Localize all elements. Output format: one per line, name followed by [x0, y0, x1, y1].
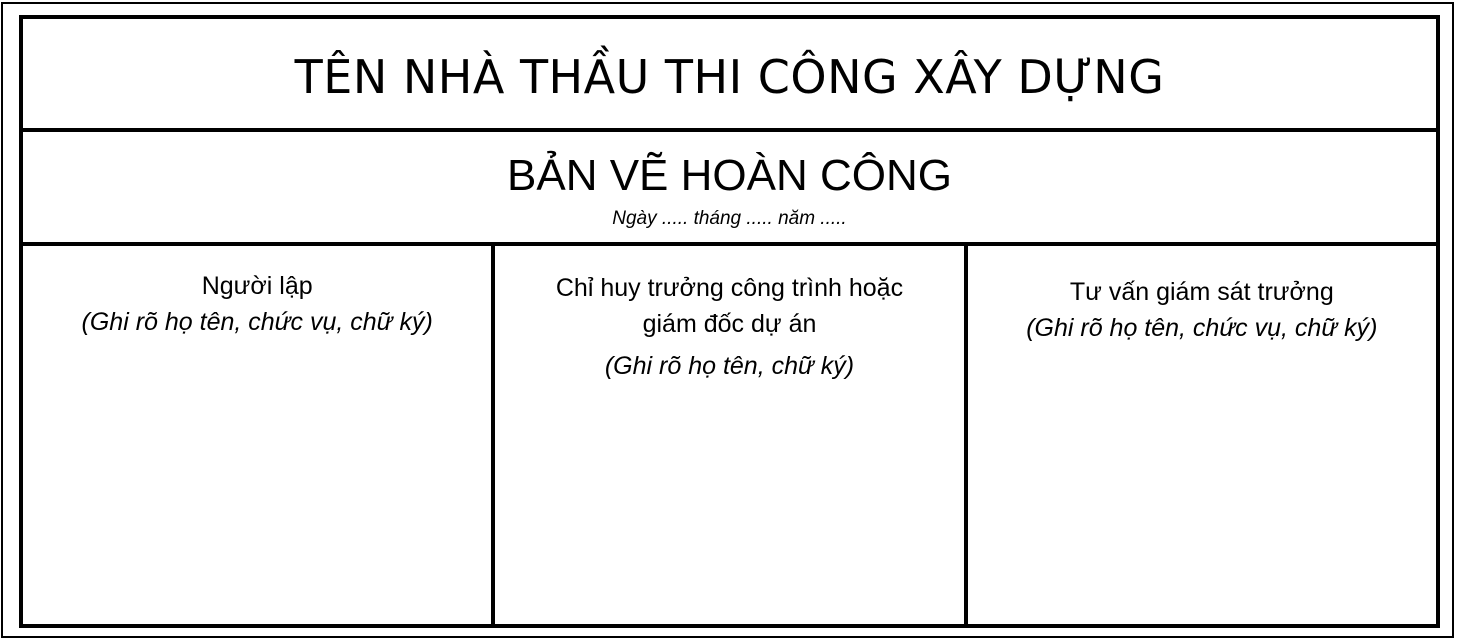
signature-note: (Ghi rõ họ tên, chức vụ, chữ ký): [1026, 314, 1378, 342]
title-block: [19, 15, 1440, 628]
signature-role: Tư vấn giám sát trưởng: [1069, 278, 1334, 306]
signature-role-line-1: Chỉ huy trưởng công trình hoặc: [555, 274, 904, 302]
drawing-date: Ngày ..... tháng ..... năm .....: [612, 208, 847, 229]
signature-cell-site-manager: [491, 246, 963, 624]
drawing-title: BẢN VẼ HOÀN CÔNG: [507, 151, 952, 200]
drawing-title-row: [23, 132, 1436, 246]
signature-note: (Ghi rõ họ tên, chữ ký): [604, 352, 855, 380]
contractor-name: TÊN NHÀ THẦU THI CÔNG XÂY DỰNG: [294, 49, 1165, 104]
signature-cell-supervisor: [964, 246, 1436, 624]
contractor-row: [23, 19, 1436, 132]
signature-cell-preparer: [23, 246, 491, 624]
signature-role: Người lập: [201, 272, 313, 300]
signature-row: [23, 246, 1436, 624]
signature-role-line-2: giám đốc dự án: [642, 310, 817, 338]
signature-note: (Ghi rõ họ tên, chức vụ, chữ ký): [81, 308, 433, 336]
